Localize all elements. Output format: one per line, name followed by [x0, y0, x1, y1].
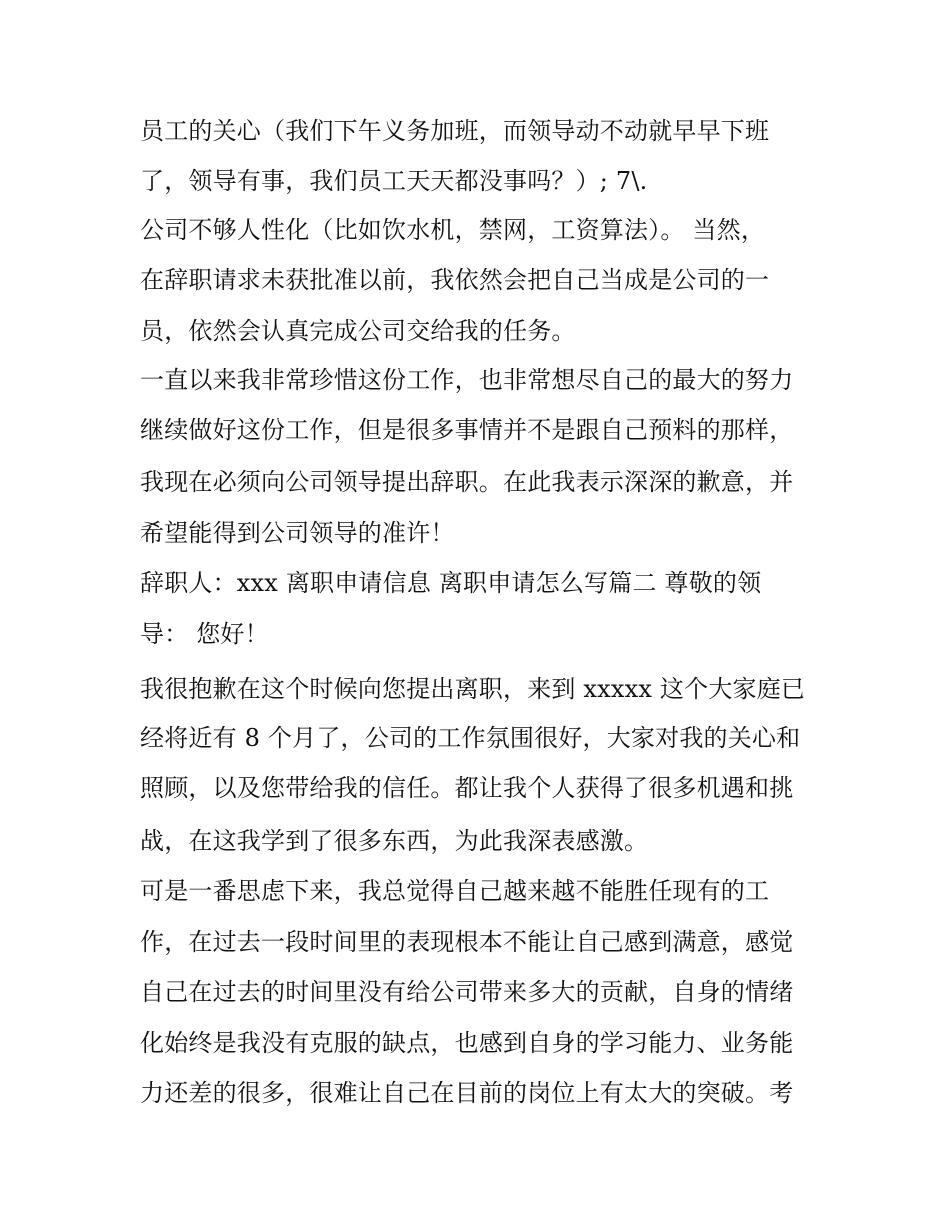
text-line: 我很抱歉在这个时候向您提出离职，来到 xxxxx 这个大家庭已: [140, 675, 806, 703]
text-line: 力还差的很多，很难让自己在目前的岗位上有太大的突破。考: [140, 1079, 794, 1107]
text-line: 了，领导有事，我们员工天天都没事吗？）; 7\.: [140, 167, 648, 195]
text-line: 我现在必须向公司领导提出辞职。在此我表示深深的歉意，并: [140, 468, 794, 496]
text-line: 照顾，以及您带给我的信任。都让我个人获得了很多机遇和挑: [140, 774, 794, 802]
text-line: 经将近有 8 个月了，公司的工作氛围很好，大家对我的关心和: [140, 724, 801, 752]
text-line: 自己在过去的时间里没有给公司带来多大的贡献，自身的情绪: [140, 978, 794, 1006]
text-line: 化始终是我没有克服的缺点，也感到自身的学习能力、业务能: [140, 1029, 794, 1057]
text-line: 希望能得到公司领导的准许！: [140, 519, 455, 547]
text-line: 员工的关心（我们下午义务加班，而领导动不动就早早下班: [140, 117, 770, 145]
text-line: 导： 您好！: [140, 620, 269, 648]
text-line: 战，在这我学到了很多东西，为此我深表感激。: [140, 827, 649, 855]
text-line: 员，依然会认真完成公司交给我的任务。: [140, 317, 576, 345]
text-line: 辞职人：xxx 离职申请信息 离职申请怎么写篇二 尊敬的领: [140, 569, 762, 597]
text-line: 作，在过去一段时间里的表现根本不能让自己感到满意，感觉: [140, 928, 794, 956]
text-line: 在辞职请求未获批准以前，我依然会把自己当成是公司的一: [140, 266, 770, 294]
text-line: 一直以来我非常珍惜这份工作，也非常想尽自己的最大的努力: [140, 366, 794, 394]
text-line: 公司不够人性化（比如饮水机，禁网，工资算法）。 当然，: [140, 216, 766, 244]
text-line: 可是一番思虑下来，我总觉得自己越来越不能胜任现有的工: [140, 877, 770, 905]
text-line: 继续做好这份工作，但是很多事情并不是跟自己预料的那样，: [140, 416, 794, 444]
